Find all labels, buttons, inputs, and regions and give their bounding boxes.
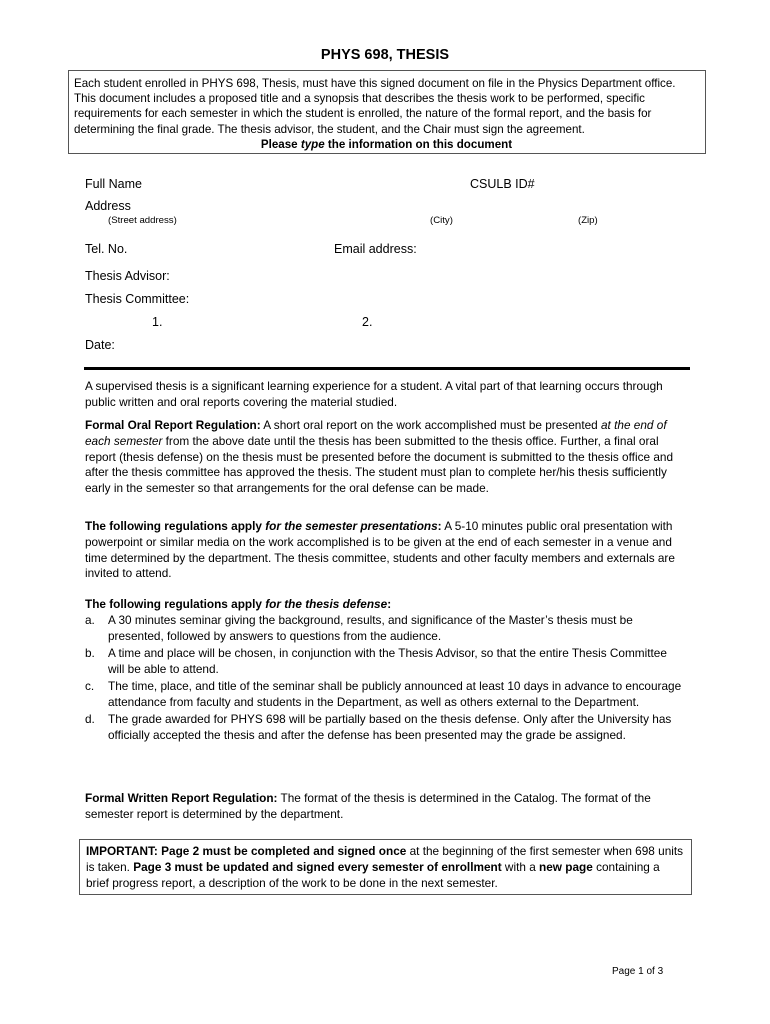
- list-item: [85, 646, 685, 678]
- defense-list: [85, 613, 685, 745]
- page-number: Page 1 of 3: [612, 966, 664, 977]
- intro-note-prefix: Please: [260, 137, 301, 151]
- committee-member-1-label: 1.: [152, 315, 163, 329]
- oral-report-emph: at the end of each semester: [85, 418, 667, 448]
- important-box: [79, 839, 692, 895]
- important-text-3: containing a brief progress report, a description of the work to be done in the next semester.: [86, 859, 660, 890]
- written-report-text: The format of the thesis is determined in the Catalog. The format of the semester report is determined by the department.: [85, 791, 651, 821]
- thesis-advisor-label: Thesis Advisor:: [85, 269, 170, 283]
- full-name-label: Full Name: [85, 177, 142, 191]
- city-label: (City): [430, 215, 453, 226]
- list-marker: c.: [85, 679, 95, 694]
- important-label: IMPORTANT: Page 2 must be completed and signed once: [86, 844, 407, 858]
- semester-colon: :: [437, 519, 442, 533]
- thesis-committee-label: Thesis Committee:: [85, 292, 190, 306]
- list-marker: d.: [85, 712, 95, 727]
- semester-text: A 5-10 minutes public oral presentation with powerpoint or similar media on the work accomplished is to be given at the end of each semester in a venue and time determined by the department. The thesis committee, students and other faculty members and externals are invited to attend.: [85, 519, 675, 581]
- intro-text: Each student enrolled in PHYS 698, Thesis, must have this signed document on file in the Physics Department office. This document includes a proposed title and a synopsis that describes the thesis work to be performed, specific requirements for each semester in which the student is enrolled, the nature of the formal report, and the basis for determining the final grade. The thesis advisor, the student, and the Chair must sign the agreement.: [74, 77, 676, 136]
- intro-paragraph: A supervised thesis is a significant learning experience for a student. A vital part of that learning occurs through public written and oral reports covering the material studied.: [85, 379, 663, 409]
- list-item-text: A 30 minutes seminar giving the background, results, and significance of the Master’s thesis must be presented, followed by answers to questions from the audience.: [108, 613, 633, 643]
- list-item-text: The time, place, and title of the seminar shall be publicly announced at least 10 days in advance to encourage attendance from faculty and students in the Department, as well as others external to the Department.: [108, 679, 682, 709]
- important-text-1: at the beginning of the first semester when 698 units is taken.: [86, 844, 684, 874]
- section-divider: [84, 367, 690, 370]
- defense-heading: [85, 597, 685, 613]
- email-label: Email address:: [334, 242, 417, 256]
- zip-label: (Zip): [578, 215, 598, 226]
- written-report-paragraph: [85, 791, 685, 823]
- semester-label: The following regulations apply: [85, 519, 266, 533]
- page-title: PHYS 698, THESIS: [320, 47, 450, 63]
- semester-emph: for the semester presentations: [265, 519, 438, 533]
- committee-member-2-label: 2.: [362, 315, 373, 329]
- intro-note-emph: type: [300, 137, 325, 151]
- list-item: [85, 679, 685, 711]
- oral-report-text-b: from the above date until the thesis has been submitted to the thesis office. Further, a final oral report (thesis defense) on the thesis must be presented before the document is submitted to the thesis office and after the thesis committee has approved the thesis. The student must plan to complete her/his thesis sufficiently early in the semester so that arrangements for the oral defense can be made.: [85, 433, 674, 496]
- date-label: Date:: [85, 338, 115, 352]
- intro-note: [74, 137, 699, 152]
- oral-report-text-a: A short oral report on the work accomplished must be presented: [260, 418, 601, 432]
- list-item-text: A time and place will be chosen, in conjunction with the Thesis Advisor, so that the entire Thesis Committee will be able to attend.: [108, 646, 667, 676]
- list-item: [85, 613, 685, 645]
- defense-label: The following regulations apply: [85, 597, 266, 611]
- tel-label: Tel. No.: [85, 242, 128, 256]
- important-bold-3: new page: [539, 859, 593, 874]
- address-label: Address: [85, 199, 131, 213]
- csulb-id-label: CSULB ID#: [470, 177, 535, 191]
- oral-report-paragraph: [85, 418, 685, 497]
- defense-colon: :: [387, 597, 392, 611]
- street-address-label: (Street address): [108, 215, 177, 226]
- intro-box: [68, 70, 706, 154]
- intro-note-suffix: the information on this document: [324, 137, 513, 151]
- list-marker: a.: [85, 613, 95, 627]
- defense-emph: for the thesis defense: [265, 597, 388, 611]
- semester-paragraph: [85, 519, 685, 582]
- list-marker: b.: [85, 646, 95, 661]
- important-bold-2: Page 3 must be updated and signed every semester of enrollment: [133, 859, 502, 874]
- important-text-2: with a: [501, 859, 540, 874]
- list-item: [85, 712, 685, 744]
- written-report-label: Formal Written Report Regulation:: [85, 791, 278, 805]
- list-item-text: The grade awarded for PHYS 698 will be partially based on the thesis defense. Only after the University has officially accepted the thesis and after the defense has been presented may the grade be assigned.: [108, 712, 672, 743]
- oral-report-label: Formal Oral Report Regulation:: [85, 418, 261, 432]
